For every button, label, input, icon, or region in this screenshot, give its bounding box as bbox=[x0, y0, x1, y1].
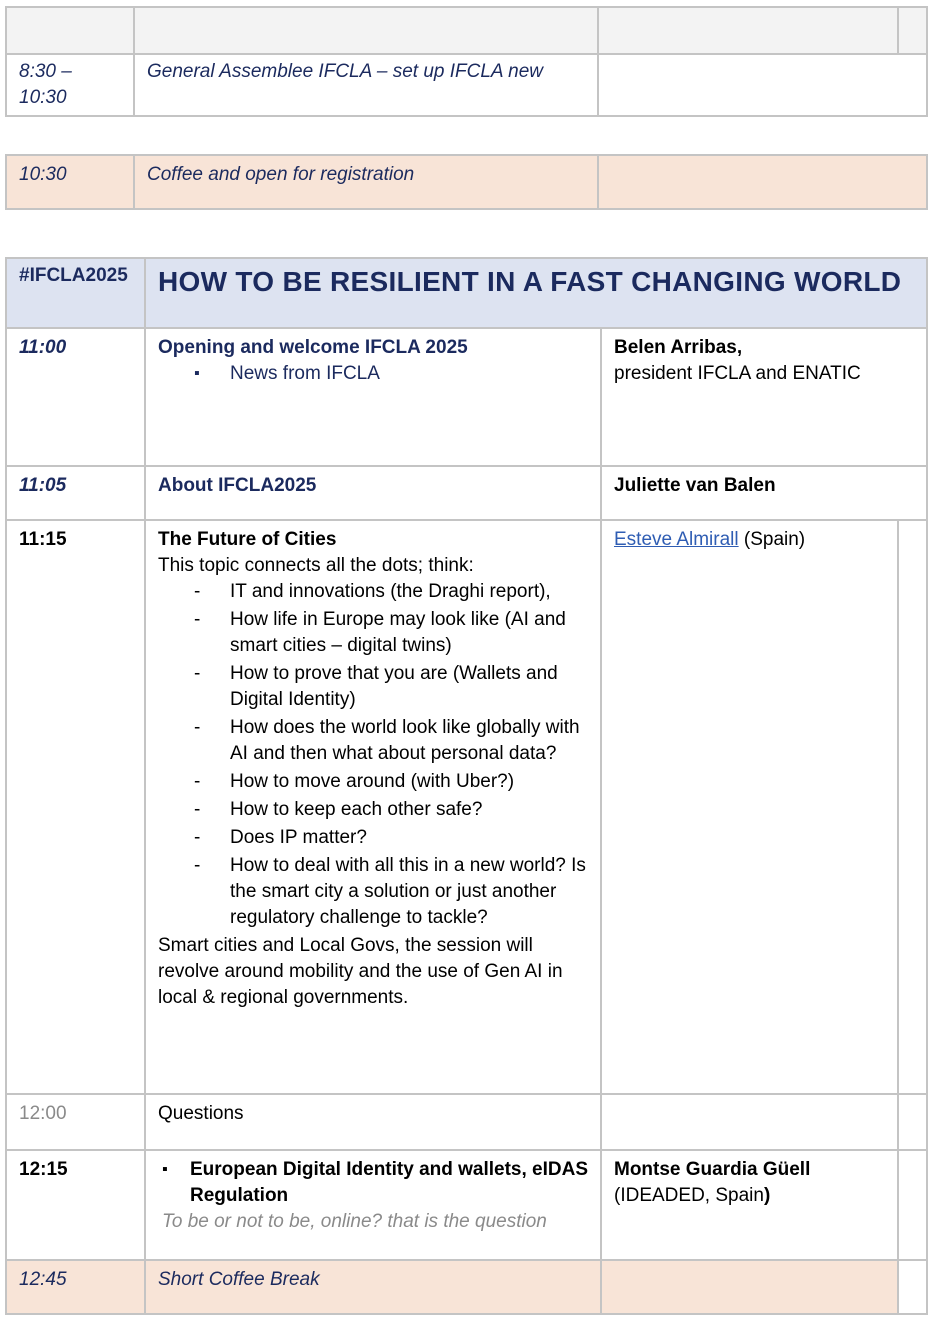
table-row bbox=[6, 466, 927, 520]
session-title: About IFCLA2025 bbox=[158, 475, 317, 496]
session-title: Coffee and open for registration bbox=[147, 164, 415, 185]
table-row bbox=[6, 1260, 927, 1314]
topic-list bbox=[158, 579, 592, 931]
session-title: Opening and welcome IFCLA 2025 bbox=[158, 337, 468, 358]
program-header-row bbox=[6, 258, 927, 328]
coffee-table bbox=[5, 154, 928, 210]
speaker-org: (IDEADED, Spain bbox=[614, 1185, 764, 1206]
pre-program-table bbox=[5, 6, 928, 117]
speaker-country: (Spain) bbox=[738, 529, 806, 550]
list-item: ▪ News from IFCLA bbox=[230, 361, 590, 387]
table-row bbox=[6, 520, 927, 1094]
speaker-org-close: ) bbox=[763, 1185, 771, 1206]
time-label: 10:30 bbox=[19, 164, 67, 185]
program-table bbox=[5, 257, 928, 1315]
table-row bbox=[6, 328, 927, 466]
speaker-name: Juliette van Balen bbox=[614, 475, 776, 496]
list-item: - IT and innovations (the Draghi report), bbox=[230, 579, 592, 605]
time-label: 12:45 bbox=[19, 1269, 67, 1290]
session-title: Short Coffee Break bbox=[158, 1269, 320, 1290]
time-label: 11:15 bbox=[19, 529, 67, 550]
time-label: 11:05 bbox=[19, 475, 67, 496]
speaker-role: president IFCLA and ENATIC bbox=[614, 363, 861, 384]
table-row bbox=[6, 1094, 927, 1150]
list-item: - How to prove that you are (Wallets and Digital Identity) bbox=[230, 661, 592, 713]
session-title: Questions bbox=[158, 1103, 244, 1124]
time-label: 11:00 bbox=[19, 337, 67, 358]
session-intro: This topic connects all the dots; think: bbox=[158, 555, 474, 576]
speaker-name: Montse Guardia Güell bbox=[614, 1159, 811, 1180]
page-title: HOW TO BE RESILIENT IN A FAST CHANGING WORLD bbox=[158, 266, 902, 297]
speaker-name: Belen Arribas, bbox=[614, 337, 743, 358]
hashtag: #IFCLA2025 bbox=[19, 265, 128, 286]
speaker-link[interactable]: Esteve Almirall bbox=[614, 529, 739, 550]
empty-header-row bbox=[6, 7, 927, 54]
list-item: - How does the world look like globally with AI and then what about personal data? bbox=[230, 715, 592, 767]
time-label: 8:30 – 10:30 bbox=[19, 61, 72, 108]
list-item: - Does IP matter? bbox=[230, 825, 592, 851]
session-subtitle: To be or not to be, online? that is the question bbox=[162, 1211, 547, 1232]
table-row bbox=[6, 54, 927, 116]
time-label: 12:00 bbox=[19, 1103, 67, 1124]
time-label: 12:15 bbox=[19, 1159, 68, 1180]
table-row bbox=[6, 1150, 927, 1260]
session-outro: Smart cities and Local Govs, the session will revolve around mobility and the use of Gen AI in local & regional governments. bbox=[158, 935, 563, 1008]
list-item: - How to deal with all this in a new world? Is the smart city a solution or just another regulatory challenge to tackle? bbox=[230, 853, 592, 931]
session-title: General Assemblee IFCLA – set up IFCLA new bbox=[147, 61, 544, 82]
list-item: - How life in Europe may look like (AI and smart cities – digital twins) bbox=[230, 607, 592, 659]
list-item: - How to keep each other safe? bbox=[230, 797, 592, 823]
session-title: ▪ European Digital Identity and wallets, eIDAS Regulation bbox=[158, 1157, 590, 1209]
session-title: The Future of Cities bbox=[158, 529, 337, 550]
table-row bbox=[6, 155, 927, 209]
list-item: - How to move around (with Uber?) bbox=[230, 769, 592, 795]
